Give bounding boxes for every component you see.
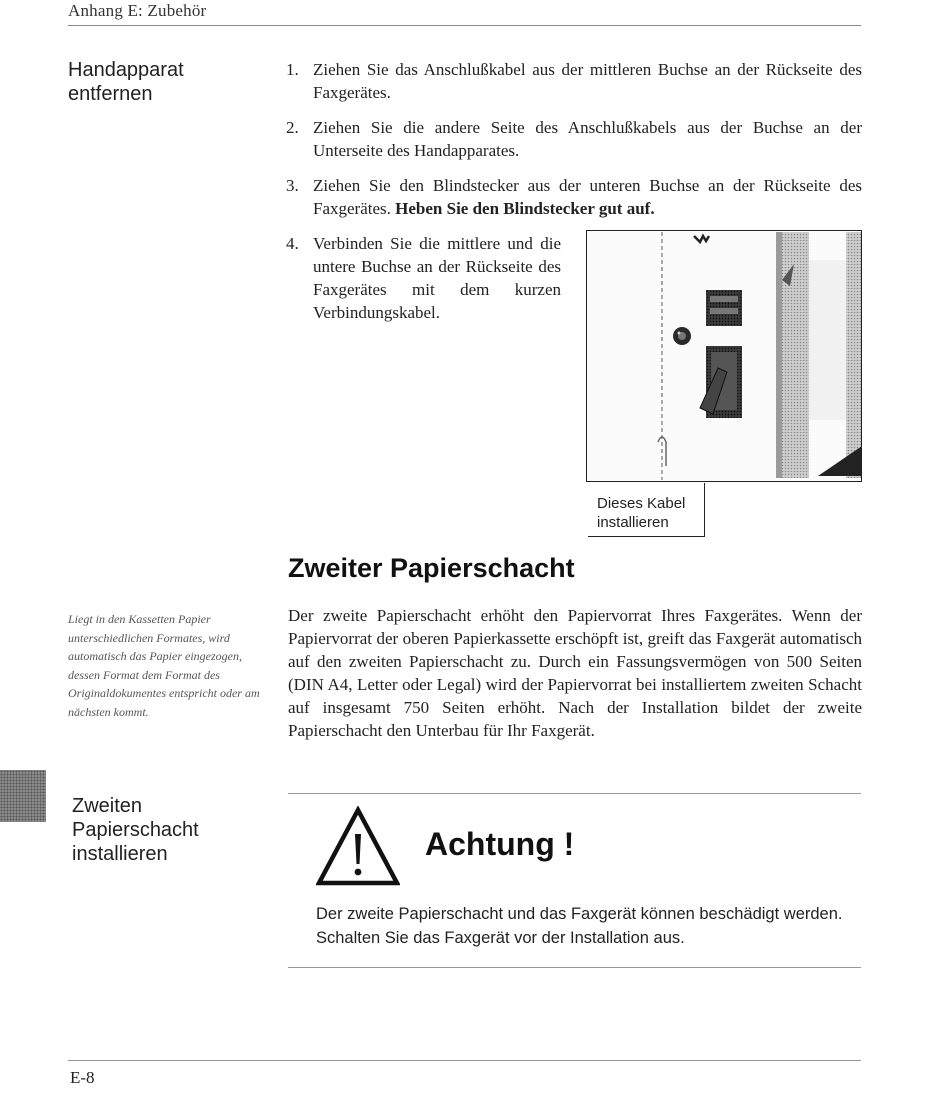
step-text: Ziehen Sie den Blindstecker aus der unteren Buchse an der Rückseite des Faxgerätes. (313, 176, 862, 218)
side-heading-line: installieren (72, 843, 168, 865)
warning-rule-bottom (288, 967, 861, 968)
side-heading-remove-handset (68, 58, 184, 106)
side-heading-line: Papierschacht (72, 819, 199, 841)
step-text: Ziehen Sie die andere Seite des Anschlußkabels aus der Buchse an der Unterseite des Handapparates. (313, 118, 862, 160)
warning-rule-top (288, 793, 861, 794)
warning-title: Achtung ! (425, 826, 575, 862)
step-3 (286, 174, 862, 220)
chapter-tab-marker (0, 770, 46, 822)
step-number: 2. (286, 118, 299, 137)
figure-callout (597, 494, 685, 532)
warning-text: Der zweite Papierschacht und das Faxgerät können beschädigt werden. Schalten Sie das Faxgerät vor der Installation aus. (316, 905, 843, 947)
running-header: Anhang E: Zubehör (68, 1, 207, 20)
figure-callout-line: installieren (597, 514, 669, 531)
step-text-wrapper (313, 174, 862, 220)
footer-rule (68, 1060, 861, 1061)
figure-callout-line: Dieses Kabel (597, 495, 686, 512)
fax-back-photo (586, 230, 862, 482)
section-body: Der zweite Papierschacht erhöht den Papiervorrat Ihres Faxgerätes. Wenn der Papiervorrat der oberen Papierkassette erschöpft ist, greift das Faxgerät automatisch auf den zweiten Papierschacht zu. Durch ein Fassungsvermögen von 500 Seiten (DIN A4, Letter oder Legal) wird der Papiervorrat bei installiertem zweiten Schacht auf insgesamt 750 Seiten erhöht. Nach der Installation bildet der zweite Papierschacht den Unterbau für Ihr Faxgerät. (288, 606, 862, 740)
step-number: 3. (286, 176, 299, 195)
step-4 (286, 232, 561, 324)
step-2 (286, 116, 862, 162)
step-text: Verbinden Sie die mittlere und die untere Buchse an der Rückseite des Faxgerätes mit dem kurzen Verbindungskabel. (313, 234, 561, 322)
step-bold-note: Heben Sie den Blindstecker gut auf. (395, 199, 655, 218)
side-heading-line: Zweiten (72, 795, 143, 817)
step-text: Ziehen Sie das Anschlußkabel aus der mittleren Buchse an der Rückseite des Faxgerätes. (313, 60, 862, 102)
step-number: 4. (286, 234, 299, 253)
side-heading-install-tray (72, 794, 199, 866)
side-heading-line: Handapparat (68, 59, 184, 81)
side-heading-line: entfernen (68, 83, 153, 105)
step-1 (286, 58, 862, 104)
section-heading: Zweiter Papierschacht (288, 553, 575, 583)
warning-triangle-icon (316, 806, 400, 886)
step-number: 1. (286, 60, 299, 79)
margin-note: Liegt in den Kassetten Papier unterschiedlichen Formates, wird automatisch das Papier eingezogen, dessen Format dem Format des Originaldokumentes entspricht oder am nächsten kommt. (68, 612, 260, 719)
page-number: E-8 (70, 1068, 95, 1087)
header-rule (68, 25, 861, 26)
